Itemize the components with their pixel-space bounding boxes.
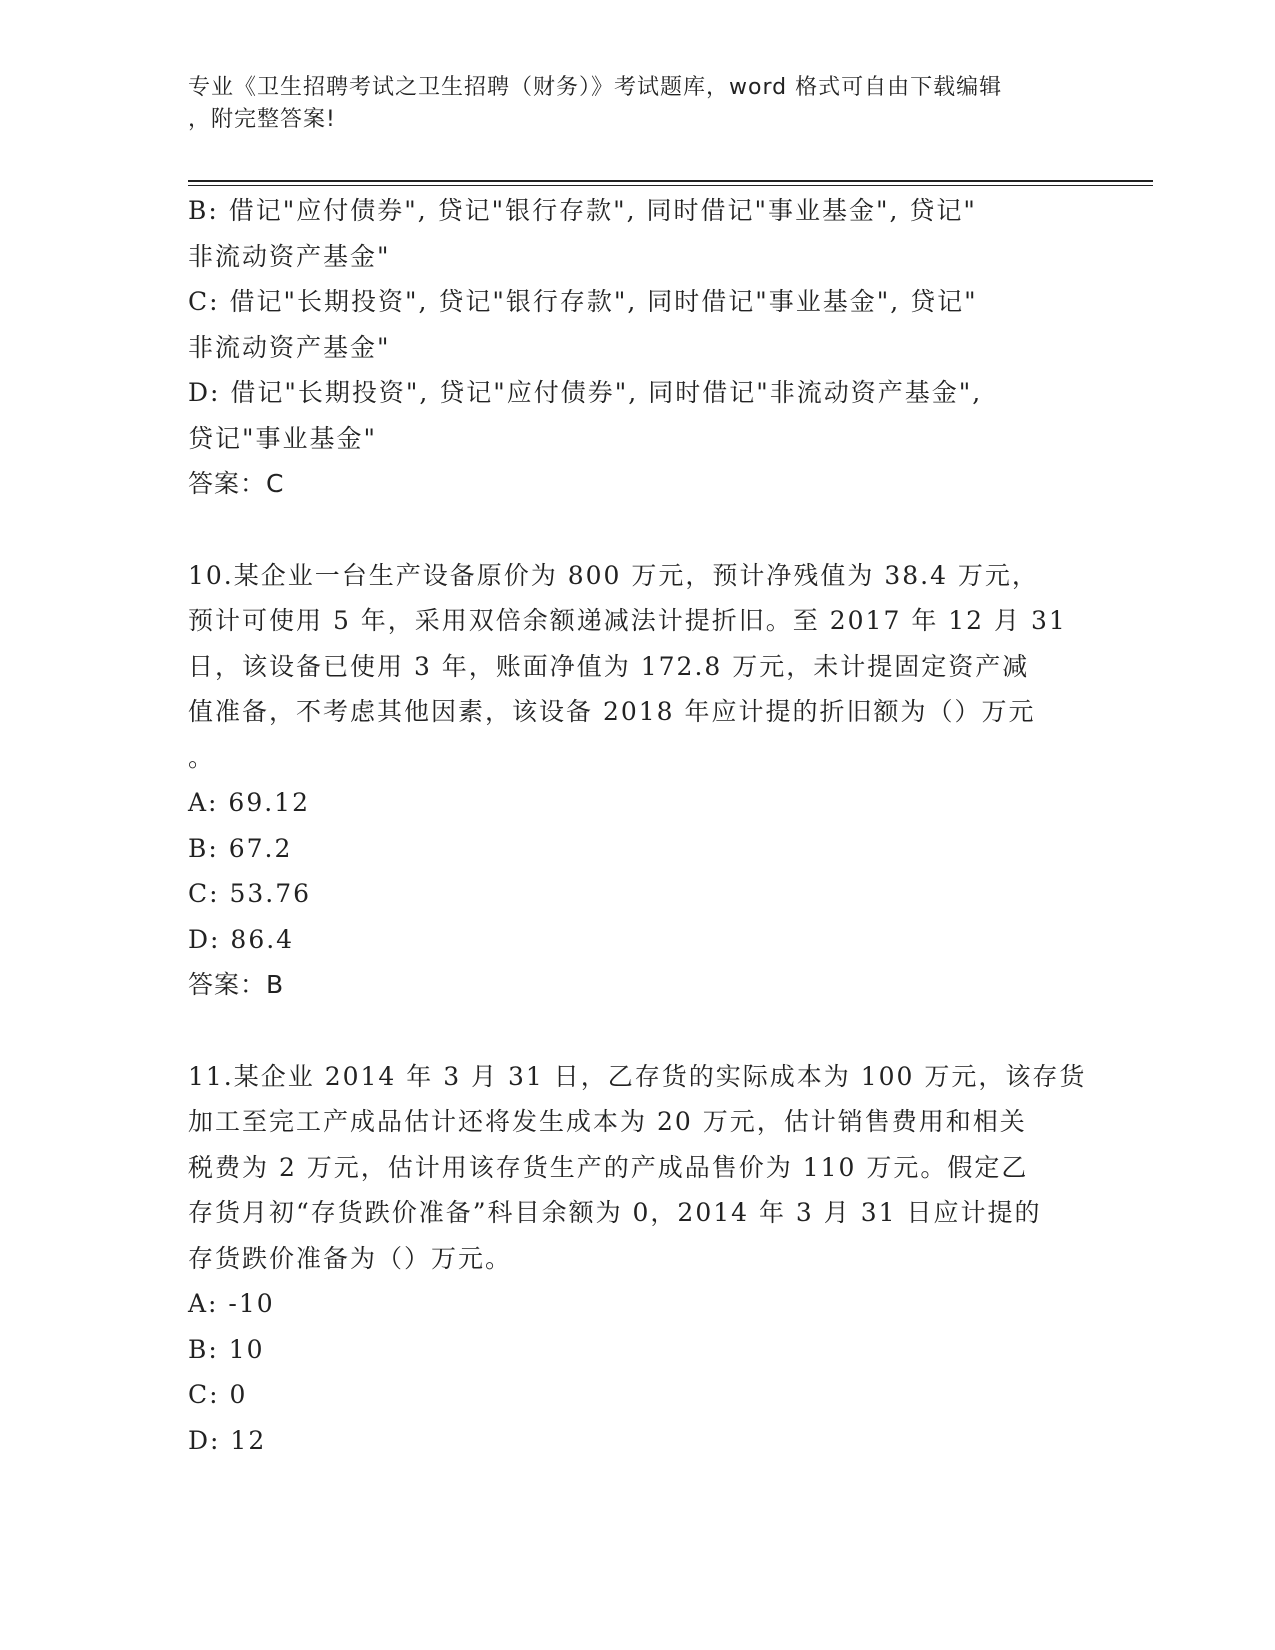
header-rule-thick <box>188 180 1153 182</box>
q10-answer: 答案：B <box>188 970 285 999</box>
q10-option-d: D: 86.4 <box>188 924 295 954</box>
q11-option-a: A: -10 <box>188 1289 275 1318</box>
question-9-tail <box>188 188 1068 507</box>
document-body <box>188 188 1087 1463</box>
header-rule-thin <box>188 185 1153 186</box>
q9-option-b-line-2: 非流动资产基金" <box>188 241 391 271</box>
document-header <box>188 72 1068 136</box>
q11-option-b: B: 10 <box>188 1334 265 1364</box>
q9-option-c-line-1: C: 借记"长期投资", 贷记"银行存款", 同时借记"事业基金", 贷记" <box>188 287 978 316</box>
q10-option-c: C: 53.76 <box>188 879 312 908</box>
q10-stem-line: 预计可使用 5 年，采用双倍余额递减法计提折旧。至 2017 年 12 月 31 <box>188 606 1067 635</box>
header-line-2: ，附完整答案! <box>188 107 336 132</box>
q11-stem-line: 税费为 2 万元，估计用该存货生产的产成品售价为 110 万元。假定乙 <box>188 1152 1029 1182</box>
spacer <box>188 507 1068 553</box>
q10-stem-line: 10.某企业一台生产设备原价为 800 万元，预计净残值为 38.4 万元， <box>188 560 1039 590</box>
q11-stem-line: 11.某企业 2014 年 3 月 31 日，乙存货的实际成本为 100 万元，该存货 <box>188 1061 1087 1091</box>
q10-option-a: A: 69.12 <box>188 788 310 817</box>
q11-option-c: C: 0 <box>188 1380 248 1409</box>
question-10 <box>188 553 1068 1008</box>
q9-option-b-line-1: B: 借记"应付债券", 贷记"银行存款", 同时借记"事业基金", 贷记" <box>188 196 977 225</box>
q9-option-c-line-2: 非流动资产基金" <box>188 332 391 362</box>
q9-answer: 答案：C <box>188 469 285 498</box>
spacer <box>188 1008 1068 1054</box>
q11-stem-line: 加工至完工产成品估计还将发生成本为 20 万元，估计销售费用和相关 <box>188 1107 1027 1136</box>
q10-stem-line: 值准备，不考虑其他因素，该设备 2018 年应计提的折旧额为（）万元 <box>188 697 1036 726</box>
q10-stem-line: 。 <box>188 742 216 772</box>
question-11 <box>188 1054 1087 1464</box>
q11-stem-line: 存货月初“存货跌价准备”科目余额为 0，2014 年 3 月 31 日应计提的 <box>188 1198 1042 1227</box>
q9-option-d-line-2: 贷记"事业基金" <box>188 423 377 453</box>
q11-option-d: D: 12 <box>188 1425 267 1455</box>
header-line-1: 专业《卫生招聘考试之卫生招聘（财务）》考试题库，word 格式可自由下载编辑 <box>188 75 1003 100</box>
q10-stem-line: 日，该设备已使用 3 年，账面净值为 172.8 万元，未计提固定资产减 <box>188 651 1030 681</box>
q9-option-d-line-1: D: 借记"长期投资", 贷记"应付债券", 同时借记"非流动资产基金", <box>188 378 983 407</box>
q11-stem-line: 存货跌价准备为（）万元。 <box>188 1243 513 1273</box>
q10-option-b: B: 67.2 <box>188 833 293 863</box>
